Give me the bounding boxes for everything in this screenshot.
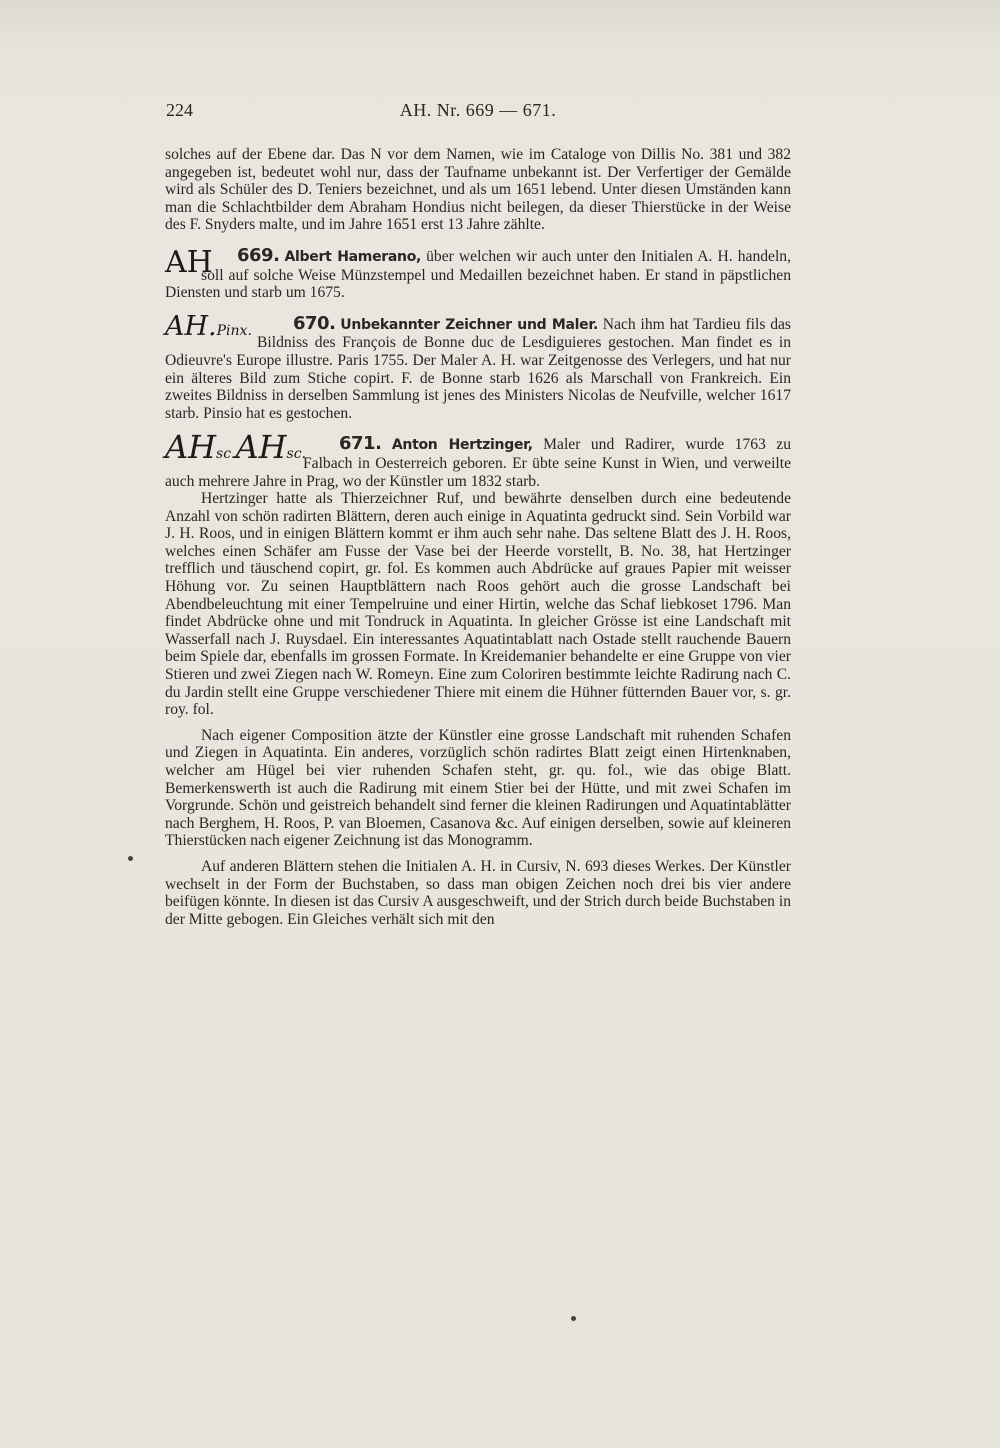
entry-text: Maler und Radirer, wurde 1763 zu Falbach in Oesterreich geboren. Er übte seine Kunst in Wien, und verweilte auch mehrere Jahre in Prag, wo der Künstler um 1832 starb.: [165, 436, 792, 490]
paragraph-intro: solches auf der Ebene dar. Das N vor dem Namen, wie im Cataloge von Dillis No. 381 und 382 angegeben ist, bedeutet wohl nur, dass der Taufname unbekannt ist. Der Verfertiger der Gemälde wird als Schüler des D. Teniers bezeichnet, und als um 1651 lebend. Unter diesen Umständen kann man die Schlachtbilder dem Abraham Hondius nicht beilegen, da dieser Thierstücke in der Weise des F. Snyders malte, und im Jahre 1651 erst 13 Jahre zählte.: [165, 146, 791, 234]
monogram-mark: [165, 310, 253, 347]
monogram-suffix-b: sc.: [286, 446, 306, 463]
monogram-text: AH: [165, 244, 213, 280]
entry-text: Nach ihm hat Tardieu fils das Bildniss des François de Bonne duc de Lesdiguieres gestochen. Man findet es in Odieuvre's Europe illustre. Paris 1755. Der Maler A. H. war Zeitgenosse des Verlegers, und hat nur ein älteres Bild zum Stiche copirt. F. de Bonne starb 1626 als Marschall von Frankreich. Ein zweites Bildniss in derselben Sammlung ist jenes des Ministers Nicolas de Neufville, welcher 1617 starb. Pinsio hat es gestochen.: [165, 315, 792, 422]
entry-669: [165, 244, 791, 302]
paragraph-5: Nach eigener Composition ätzte der Künstler eine grosse Landschaft mit ruhenden Schafen und Ziegen in Aquatinta. Ein anderes, vorzüglich schön radirtes Blatt zeigt einen Hirtenknaben, welcher am Hügel bei vier ruhenden Schafen steht, gr. qu. fol., wie das obige Blatt. Bemerkenswerth ist auch die Radirung mit einem Stier bei der Hütte, und mit zwei Schafen im Vorgrunde. Schön und geistreich behandelt sind ferner die kleinen Radirungen und Aquatintablätter nach Berghem, H. Roos, P. van Bloemen, Casanova &c. Auf einigen derselben, sowie auf kleineren Thierstücken nach eigener Zeichnung ist das Monogramm.: [165, 726, 791, 850]
monogram-text: AH: [165, 428, 217, 467]
paragraph-4: Hertzinger hatte als Thierzeichner Ruf, und bewährte denselben durch eine bedeutende Anzahl von schön radirten Blättern, deren auch einige in Aquatinta gedruckt sind. Sein Vorbild war J. H. Roos, und in einigen Blättern kommt er ihm auch sehr nahe. Das seltene Blatt des J. H. Roos, welches einen Schäfer am Fusse der Vase bei der Heerde vorstellt, B. No. 38, hat Hertzinger trefflich und täuschend copirt, gr. fol. Es kommen auch Abdrücke auf graues Papier mit weisser Höhung vor. Zu seinen Hauptblättern nach Roos gehört auch die grosse Landschaft bei Abendbeleuchtung mit einer Tempelruine und einer Hirtin, welche das Schaf liebkoset 1796. Man findet Abdrücke ohne und mit Tondruck in Aquatinta. In gleicher Grösse ist eine Landschaft mit Wasserfall nach J. Ruysdael. Ein interessantes Aquatintablatt nach Ostade stellt rauchende Bauern beim Spiele dar, ebenfalls im grossen Formate. In Kreidemanier behandelte er eine Gruppe von vier Stieren und zwei Ziegen nach W. Romeyn. Eine zum Coloriren bestimmte leichte Radirung nach C. du Jardin stellt eine Gruppe verschiedener Thiere mit einem die Hühner fütternden Bauer vor, s. gr. roy. fol.: [165, 490, 791, 719]
monogram-suffix: Pinx.: [216, 322, 252, 339]
margin-mark: [128, 856, 133, 861]
entry-number: 671.: [339, 433, 382, 455]
page-body: [165, 146, 791, 928]
entry-name: Albert Hamerano,: [284, 248, 422, 265]
entry-671: [165, 428, 792, 490]
page-header: [166, 100, 790, 130]
paragraph-6: Auf anderen Blättern stehen die Initialen A. H. in Cursiv, N. 693 dieses Werkes. Der Künstler wechselt in der Form der Buchstaben, so dass man obigen Zeichen noch drei bis vier andere beifügen könnte. In diesen ist das Cursiv A ausgeschweift, und der Strich durch beide Buchstaben in der Mitte gebogen. Ein Gleiches verhält sich mit den: [165, 857, 791, 928]
monogram-text-b: AH: [235, 428, 287, 467]
monogram-suffix: sc.: [216, 446, 236, 463]
entry-name: Unbekannter Zeichner und Maler.: [340, 316, 598, 333]
footer-mark: [571, 1316, 576, 1321]
running-head: AH. Nr. 669 — 671.: [399, 100, 557, 120]
monogram-mark: [165, 428, 306, 467]
entry-name: Anton Hertzinger,: [391, 437, 533, 454]
monogram-text: AH.: [165, 310, 217, 342]
monogram-mark: [165, 244, 213, 282]
entry-number: 670.: [293, 312, 336, 334]
page-number: 224: [166, 100, 193, 120]
entry-number: 669.: [237, 244, 280, 266]
entry-text: über welchen wir auch unter den Initialen A. H. handeln, soll auf solche Weise Münzstempel und Medaillen bezeichnet haben. Er stand in päpstlichen Diensten und starb um 1675.: [165, 247, 791, 302]
entry-670: [165, 310, 792, 423]
